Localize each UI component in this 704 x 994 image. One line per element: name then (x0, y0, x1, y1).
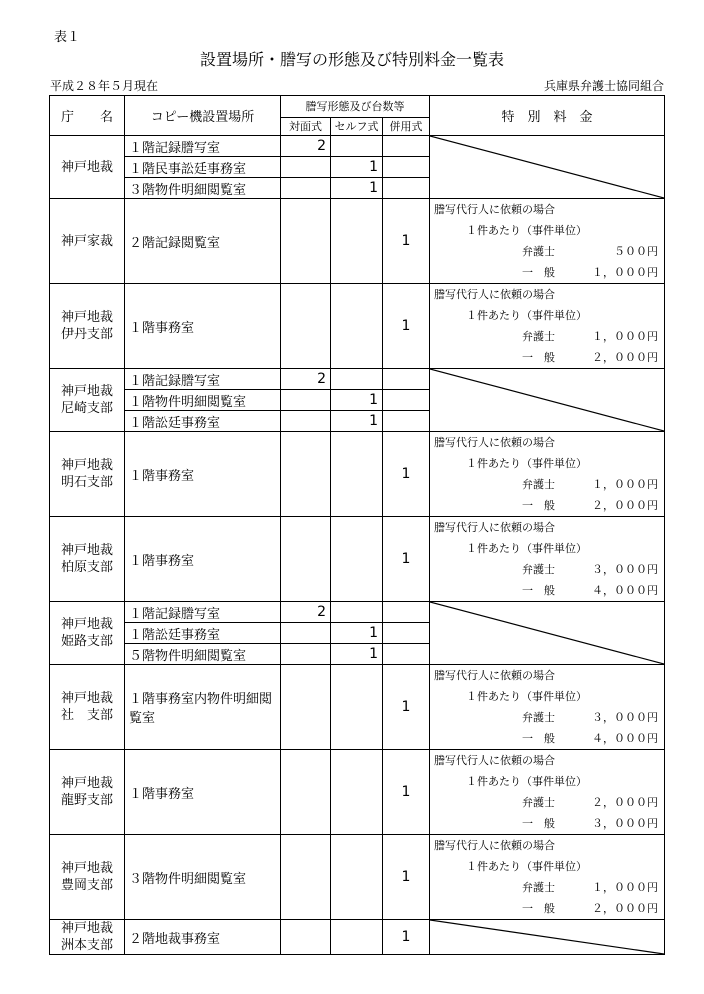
fee-intro: 謄写代行人に依頼の場合 (434, 754, 556, 767)
table-row (50, 750, 665, 835)
self-count-cell: 1 (331, 411, 383, 432)
fee-cell (430, 517, 665, 602)
fee-general-row (434, 580, 658, 601)
self-count-cell (331, 835, 383, 920)
self-count-cell (331, 284, 383, 369)
location-cell: １階事務室 (125, 750, 281, 835)
col-header-self: セルフ式 (331, 118, 383, 136)
fee-general-amount: ４，０００円 (592, 732, 659, 745)
self-count-cell (331, 517, 383, 602)
fee-cell (430, 284, 665, 369)
col-header-location: コピー機設置場所 (125, 96, 281, 136)
combined-count-cell: 1 (383, 199, 430, 284)
face-count-cell (281, 750, 331, 835)
fee-general-amount: １，０００円 (592, 266, 659, 279)
fee-lawyer-label: 弁護士 (522, 711, 556, 724)
office-name: 神戸地裁 (60, 921, 113, 936)
fee-lawyer-amount: １，０００円 (592, 478, 659, 491)
location-cell: ３階物件明細閲覧室 (125, 835, 281, 920)
fee-lawyer-amount: ５００円 (614, 245, 659, 258)
fee-table (49, 95, 665, 955)
self-count-cell (331, 432, 383, 517)
face-count-cell (281, 411, 331, 432)
fee-unit: １件あたり（事件単位） (466, 309, 588, 322)
office-branch: 姫路支部 (60, 634, 113, 649)
fee-lawyer-row (434, 241, 658, 262)
fee-intro: 謄写代行人に依頼の場合 (434, 669, 556, 682)
self-count-cell: 1 (331, 623, 383, 644)
fee-lawyer-label: 弁護士 (522, 330, 556, 343)
self-count-cell: 1 (331, 390, 383, 411)
table-row (50, 136, 665, 157)
office-name: 神戸地裁 (60, 159, 113, 175)
combined-count-cell (383, 644, 430, 665)
fee-lawyer-amount: ３，０００円 (592, 711, 659, 724)
combined-count-cell: 1 (383, 920, 430, 955)
organization-name: 兵庫県弁護士協同組合 (543, 79, 664, 93)
location-cell: １階物件明細閲覧室 (125, 390, 281, 411)
self-count-cell (331, 750, 383, 835)
combined-count-cell (383, 411, 430, 432)
fee-cell (430, 369, 665, 432)
office-branch: 洲本支部 (60, 938, 113, 953)
office-cell (50, 284, 125, 369)
fee-unit: １件あたり（事件単位） (466, 224, 588, 237)
fee-general-row (434, 898, 658, 919)
fee-general-amount: ２，０００円 (592, 351, 659, 364)
self-count-cell: 1 (331, 178, 383, 199)
face-count-cell (281, 284, 331, 369)
location-cell: １階訟廷事務室 (125, 623, 281, 644)
fee-lawyer-row (434, 326, 658, 347)
col-header-combined: 併用式 (383, 118, 430, 136)
location-cell: ２階地裁事務室 (125, 920, 281, 955)
combined-count-cell (383, 623, 430, 644)
fee-general-label: 一 般 (522, 732, 556, 745)
office-branch: 龍野支部 (60, 793, 113, 808)
office-branch: 社 支部 (60, 708, 113, 723)
fee-lawyer-amount: １，０００円 (592, 881, 659, 894)
col-header-face: 対面式 (281, 118, 331, 136)
table-row (50, 665, 665, 750)
office-cell (50, 199, 125, 284)
face-count-cell (281, 644, 331, 665)
self-count-cell: 1 (331, 644, 383, 665)
location-cell: １階事務室 (125, 284, 281, 369)
combined-count-cell: 1 (383, 432, 430, 517)
fee-lawyer-label: 弁護士 (522, 796, 556, 809)
self-count-cell: 1 (331, 157, 383, 178)
self-count-cell (331, 920, 383, 955)
office-name: 神戸地裁 (60, 458, 113, 473)
location-cell: １階訟廷事務室 (125, 411, 281, 432)
office-name: 神戸地裁 (60, 617, 113, 632)
diagonal-slash (430, 920, 664, 954)
fee-lawyer-row (434, 707, 658, 728)
face-count-cell (281, 157, 331, 178)
fee-general-row (434, 347, 658, 368)
office-cell (50, 835, 125, 920)
fee-lawyer-row (434, 792, 658, 813)
combined-count-cell: 1 (383, 835, 430, 920)
table-row (50, 602, 665, 623)
combined-count-cell: 1 (383, 284, 430, 369)
fee-lawyer-amount: ２，０００円 (592, 796, 659, 809)
combined-count-cell (383, 390, 430, 411)
fee-general-row (434, 728, 658, 749)
face-count-cell (281, 199, 331, 284)
fee-unit: １件あたり（事件単位） (466, 457, 588, 470)
fee-general-row (434, 813, 658, 834)
location-cell: １階民事訟廷事務室 (125, 157, 281, 178)
office-branch: 明石支部 (60, 475, 113, 490)
fee-lawyer-amount: ３，０００円 (592, 563, 659, 576)
fee-unit: １件あたり（事件単位） (466, 775, 588, 788)
fee-intro: 謄写代行人に依頼の場合 (434, 203, 556, 216)
fee-cell (430, 920, 665, 955)
fee-intro: 謄写代行人に依頼の場合 (434, 288, 556, 301)
office-cell (50, 920, 125, 955)
fee-general-label: 一 般 (522, 266, 556, 279)
office-cell (50, 432, 125, 517)
fee-cell (430, 136, 665, 199)
fee-lawyer-label: 弁護士 (522, 881, 556, 894)
face-count-cell (281, 390, 331, 411)
fee-intro: 謄写代行人に依頼の場合 (434, 521, 556, 534)
fee-unit: １件あたり（事件単位） (466, 690, 588, 703)
as-of-date: 平成２８年５月現在 (50, 79, 159, 93)
fee-general-amount: ２，０００円 (592, 499, 659, 512)
location-cell: １階記録謄写室 (125, 369, 281, 390)
fee-unit: １件あたり（事件単位） (466, 860, 588, 873)
diagonal-slash (430, 136, 664, 198)
face-count-cell: 2 (281, 602, 331, 623)
combined-count-cell: 1 (383, 750, 430, 835)
office-name: 神戸家裁 (60, 233, 113, 249)
page-title: 設置場所・謄写の形態及び特別料金一覧表 (199, 50, 504, 69)
face-count-cell: 2 (281, 369, 331, 390)
location-cell: ２階記録閲覧室 (125, 199, 281, 284)
office-name: 神戸地裁 (60, 384, 113, 399)
self-count-cell (331, 199, 383, 284)
combined-count-cell: 1 (383, 665, 430, 750)
face-count-cell (281, 432, 331, 517)
office-branch: 尼崎支部 (60, 401, 113, 416)
location-cell: ３階物件明細閲覧室 (125, 178, 281, 199)
location-cell: １階記録謄写室 (125, 602, 281, 623)
office-cell (50, 369, 125, 432)
location-cell: １階記録謄写室 (125, 136, 281, 157)
face-count-cell (281, 623, 331, 644)
fee-general-amount: ２，０００円 (592, 902, 659, 915)
col-header-fee: 特 別 料 金 (430, 96, 665, 136)
office-name: 神戸地裁 (60, 776, 113, 791)
fee-lawyer-label: 弁護士 (522, 245, 556, 258)
fee-cell (430, 602, 665, 665)
fee-intro: 謄写代行人に依頼の場合 (434, 839, 556, 852)
self-count-cell (331, 665, 383, 750)
table-row (50, 920, 665, 955)
table-body (50, 136, 665, 955)
fee-intro: 謄写代行人に依頼の場合 (434, 436, 556, 449)
fee-general-row (434, 262, 658, 283)
fee-unit: １件あたり（事件単位） (466, 542, 588, 555)
combined-count-cell (383, 157, 430, 178)
office-branch: 伊丹支部 (60, 327, 113, 342)
table-row (50, 432, 665, 517)
fee-general-row (434, 495, 658, 516)
combined-count-cell (383, 136, 430, 157)
fee-lawyer-amount: １，０００円 (592, 330, 659, 343)
fee-lawyer-row (434, 877, 658, 898)
table-row (50, 835, 665, 920)
self-count-cell (331, 602, 383, 623)
table-row (50, 199, 665, 284)
office-branch: 柏原支部 (60, 560, 113, 575)
face-count-cell: 2 (281, 136, 331, 157)
self-count-cell (331, 369, 383, 390)
table-row (50, 517, 665, 602)
office-cell (50, 517, 125, 602)
fee-lawyer-label: 弁護士 (522, 478, 556, 491)
face-count-cell (281, 835, 331, 920)
fee-cell (430, 665, 665, 750)
fee-cell (430, 750, 665, 835)
face-count-cell (281, 665, 331, 750)
table-number: 表１ (54, 30, 81, 45)
location-cell: １階事務室 (125, 432, 281, 517)
fee-general-label: 一 般 (522, 584, 556, 597)
fee-lawyer-label: 弁護士 (522, 563, 556, 576)
combined-count-cell (383, 602, 430, 623)
combined-count-cell: 1 (383, 517, 430, 602)
location-cell: １階事務室内物件明細閲覧室 (125, 665, 281, 750)
face-count-cell (281, 178, 331, 199)
combined-count-cell (383, 369, 430, 390)
table-row (50, 369, 665, 390)
fee-cell (430, 199, 665, 284)
combined-count-cell (383, 178, 430, 199)
fee-general-label: 一 般 (522, 817, 556, 830)
office-name: 神戸地裁 (60, 861, 113, 876)
fee-cell (430, 835, 665, 920)
fee-lawyer-row (434, 559, 658, 580)
office-cell (50, 750, 125, 835)
fee-general-amount: ３，０００円 (592, 817, 659, 830)
office-cell (50, 665, 125, 750)
col-header-count-group: 謄写形態及び台数等 (281, 96, 430, 118)
office-name: 神戸地裁 (60, 691, 113, 706)
fee-general-label: 一 般 (522, 902, 556, 915)
diagonal-slash (430, 369, 664, 431)
fee-lawyer-row (434, 474, 658, 495)
fee-general-amount: ４，０００円 (592, 584, 659, 597)
location-cell: ５階物件明細閲覧室 (125, 644, 281, 665)
office-name: 神戸地裁 (60, 543, 113, 558)
col-header-office: 庁 名 (50, 96, 125, 136)
diagonal-slash (430, 602, 664, 664)
face-count-cell (281, 920, 331, 955)
table-row (50, 284, 665, 369)
office-cell (50, 602, 125, 665)
office-name: 神戸地裁 (60, 310, 113, 325)
fee-general-label: 一 般 (522, 351, 556, 364)
face-count-cell (281, 517, 331, 602)
office-branch: 豊岡支部 (60, 878, 113, 893)
fee-cell (430, 432, 665, 517)
location-cell: １階事務室 (125, 517, 281, 602)
fee-general-label: 一 般 (522, 499, 556, 512)
office-cell (50, 136, 125, 199)
self-count-cell (331, 136, 383, 157)
